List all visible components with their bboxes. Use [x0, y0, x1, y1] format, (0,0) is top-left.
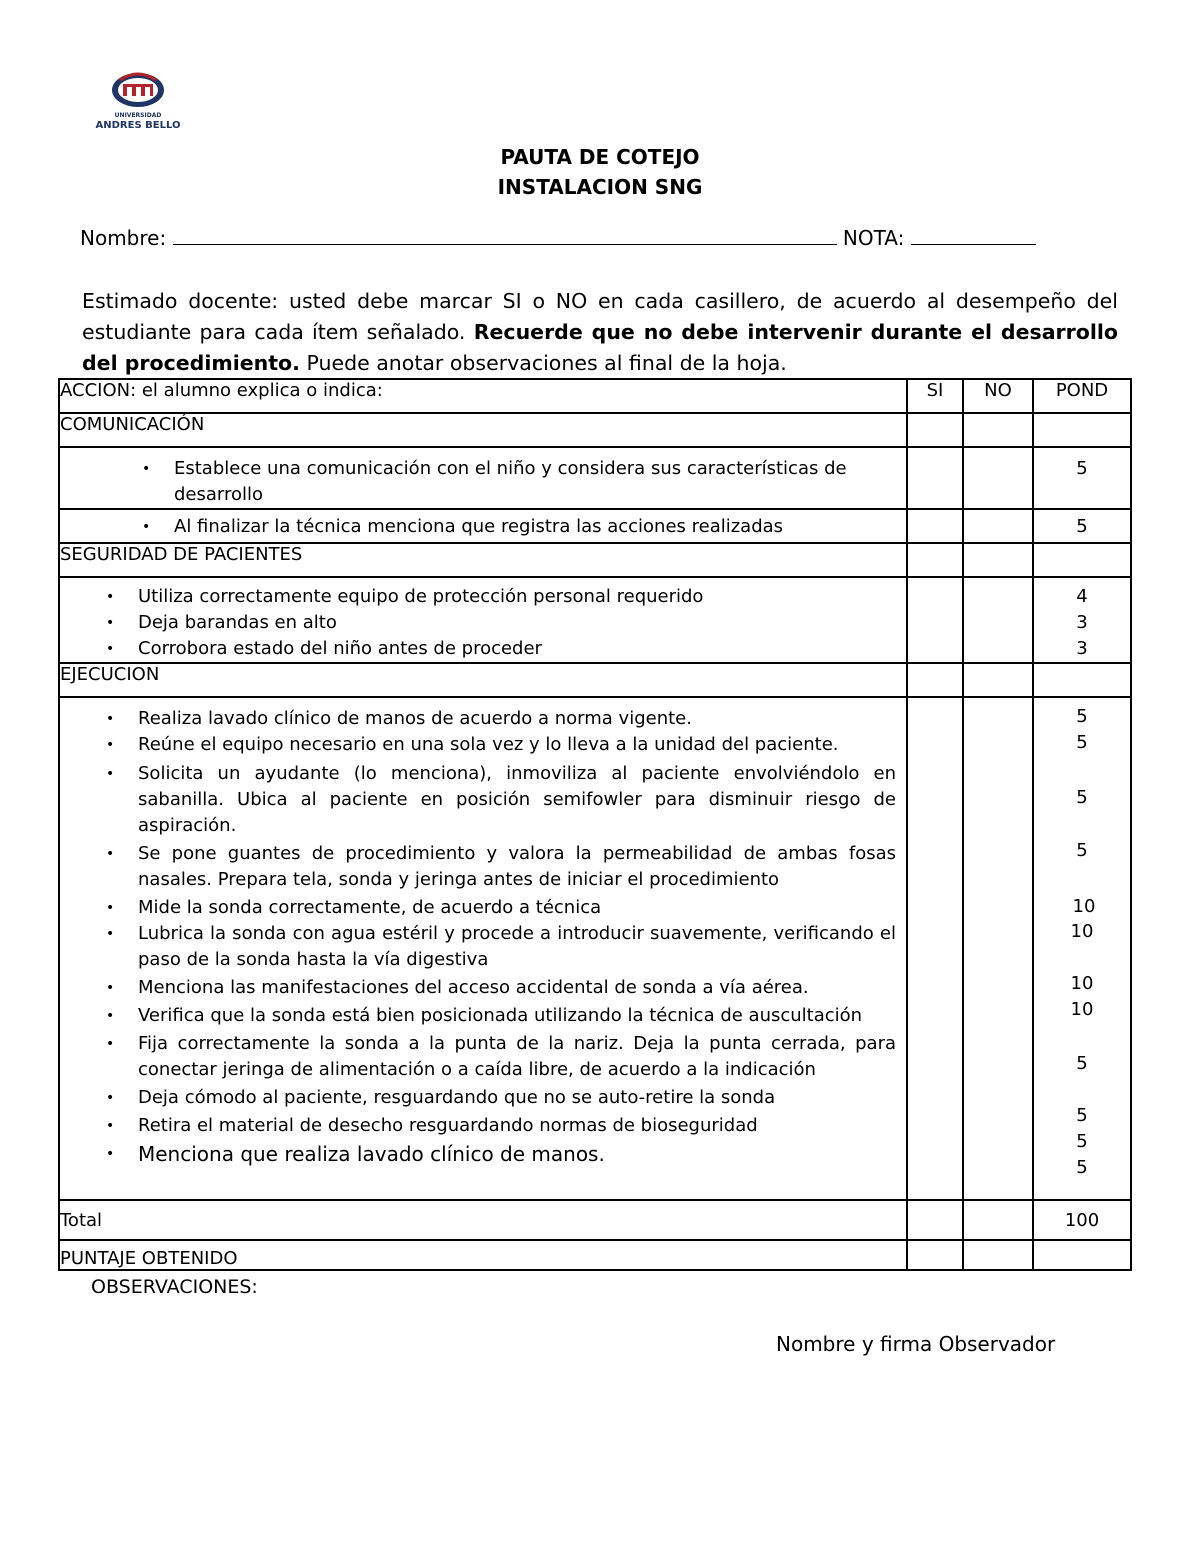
item-text: Deja cómodo al paciente, resguardando que no se auto-retire la sonda: [138, 1087, 776, 1108]
total-value: 100: [1033, 1200, 1131, 1240]
item-text: Solicita un ayudante (lo menciona), inmoviliza al paciente envolviéndolo en sabanilla. Ubica al paciente en posición semifowler para disminuir riesgo de aspiración.: [138, 763, 896, 836]
list-item: • Mide la sonda correctamente, de acuerdo a técnica: [106, 897, 602, 918]
name-label: Nombre:: [80, 226, 167, 250]
list-item: • Reúne el equipo necesario en una sola vez y lo lleva a la unidad del paciente.: [106, 734, 839, 755]
pond-value: 5: [1076, 1105, 1088, 1126]
pond-value: 10: [1070, 999, 1094, 1020]
item-cell: [59, 577, 907, 663]
table-row: [59, 577, 1131, 663]
si-cell[interactable]: [907, 577, 963, 663]
no-cell[interactable]: [963, 543, 1033, 577]
score-row: [59, 1240, 1131, 1270]
pond-value: 5: [1076, 1131, 1088, 1152]
list-item: • Corrobora estado del niño antes de proceder: [106, 638, 542, 659]
document-subtitle: INSTALACION SNG: [497, 175, 703, 199]
si-cell[interactable]: [907, 509, 963, 543]
item-text: Utiliza correctamente equipo de protección personal requerido: [138, 586, 704, 607]
instructions-bold: Recuerde que no debe intervenir durante el desarrollo del procedimiento.: [82, 320, 1118, 375]
si-cell[interactable]: [907, 447, 963, 509]
item-text: Menciona las manifestaciones del acceso accidental de sonda a vía aérea.: [138, 977, 809, 998]
logo-text-universidad: UNIVERSIDAD: [114, 112, 162, 119]
name-field[interactable]: [173, 226, 837, 245]
item-cell: [59, 447, 907, 509]
pond-cell: [1033, 663, 1131, 697]
university-logo: [80, 70, 196, 132]
si-cell[interactable]: [907, 543, 963, 577]
instructions-text-end: Puede anotar observaciones al final de la hoja.: [306, 351, 787, 375]
pond-value: 3: [1076, 638, 1088, 659]
pond-value: 5: [1076, 458, 1088, 479]
item-text: Fija correctamente la sonda a la punta de la nariz. Deja la punta cerrada, para conectar jeringa de alimentación o a caída libre, de acuerdo a la indicación: [138, 1033, 896, 1080]
pond-value: 5: [1076, 1157, 1088, 1178]
pond-value: 5: [1076, 516, 1088, 537]
item-text: Retira el material de desecho resguardando normas de bioseguridad: [138, 1115, 758, 1136]
list-item: • Menciona que realiza lavado clínico de manos.: [106, 1142, 605, 1166]
item-text: Menciona que realiza lavado clínico de manos.: [138, 1142, 605, 1166]
pond-cell: [1033, 697, 1131, 1200]
section-title: COMUNICACIÓN: [59, 413, 907, 447]
section-title: SEGURIDAD DE PACIENTES: [59, 543, 907, 577]
list-item: • Solicita un ayudante (lo menciona), inmoviliza al paciente envolviéndolo en sabanilla. Ubica al paciente en posición semifowler para disminuir riesgo de aspiración.: [106, 763, 896, 836]
list-item: • Utiliza correctamente equipo de protección personal requerido: [106, 586, 704, 607]
item-cell: [59, 509, 907, 543]
pond-value: 5: [1076, 732, 1088, 753]
header-accion: ACCION: el alumno explica o indica:: [59, 379, 907, 413]
pond-value: 10: [1070, 973, 1094, 994]
no-cell[interactable]: [963, 577, 1033, 663]
item-text: Lubrica la sonda con agua estéril y procede a introducir suavemente, verificando el paso de la sonda hasta la vía digestiva: [138, 923, 896, 970]
item-text: Corrobora estado del niño antes de proceder: [138, 638, 542, 659]
section-row: [59, 543, 1131, 577]
grade-label: NOTA:: [842, 226, 905, 250]
no-cell[interactable]: [963, 447, 1033, 509]
pond-cell: [1033, 509, 1131, 543]
list-item: • Fija correctamente la sonda a la punta de la nariz. Deja la punta cerrada, para conectar jeringa de alimentación o a caída libre, de acuerdo a la indicación: [106, 1033, 896, 1080]
header-si: SI: [907, 379, 963, 413]
pond-value: 5: [1076, 1053, 1088, 1074]
no-cell[interactable]: [963, 1200, 1033, 1240]
pond-value: 3: [1076, 612, 1088, 633]
table-row: [59, 697, 1131, 1200]
section-row: [59, 413, 1131, 447]
pond-cell: [1033, 543, 1131, 577]
list-item: • Lubrica la sonda con agua estéril y procede a introducir suavemente, verificando el paso de la sonda hasta la vía digestiva: [106, 923, 896, 970]
no-cell[interactable]: [963, 663, 1033, 697]
observer-signature-label: Nombre y firma Observador: [776, 1332, 1056, 1356]
logo-text-andres-bello: ANDRES BELLO: [95, 120, 181, 131]
item-text: Al finalizar la técnica menciona que registra las acciones realizadas: [174, 516, 784, 537]
pond-cell: [1033, 577, 1131, 663]
si-cell[interactable]: [907, 663, 963, 697]
table-row: [59, 509, 1131, 543]
list-item: • Menciona las manifestaciones del acceso accidental de sonda a vía aérea.: [106, 977, 809, 998]
header-pond: POND: [1033, 379, 1131, 413]
instructions-text: Estimado docente: usted debe marcar SI o NO en cada casillero, de acuerdo al desempeño del estudiante para cada ítem señalado.: [82, 289, 1118, 344]
item-text: Realiza lavado clínico de manos de acuerdo a norma vigente.: [138, 708, 692, 729]
list-item: • Deja barandas en alto: [106, 612, 337, 633]
section-title: EJECUCION: [59, 663, 907, 697]
pond-value: 10: [1072, 896, 1096, 917]
item-text: Deja barandas en alto: [138, 612, 337, 633]
table-header-row: [59, 379, 1131, 413]
list-item: • Realiza lavado clínico de manos de acuerdo a norma vigente.: [106, 708, 692, 729]
si-cell[interactable]: [907, 697, 963, 1200]
pond-value: 5: [1076, 706, 1088, 727]
list-item: • Establece una comunicación con el niño y considera sus características de desarrollo: [142, 458, 847, 505]
list-item: • Deja cómodo al paciente, resguardando que no se auto-retire la sonda: [106, 1087, 776, 1108]
si-cell[interactable]: [907, 1200, 963, 1240]
item-cell: [59, 697, 907, 1200]
header-no: NO: [963, 379, 1033, 413]
section-row: [59, 663, 1131, 697]
no-cell[interactable]: [963, 697, 1033, 1200]
list-item: • Se pone guantes de procedimiento y valora la permeabilidad de ambas fosas nasales. Prepara tela, sonda y jeringa antes de iniciar el procedimiento: [106, 843, 896, 890]
pond-cell: [1033, 447, 1131, 509]
score-cell[interactable]: [1033, 1240, 1131, 1270]
list-item: • Verifica que la sonda está bien posicionada utilizando la técnica de auscultación: [106, 1005, 863, 1026]
total-label: Total: [59, 1200, 907, 1240]
list-item: • Retira el material de desecho resguardando normas de bioseguridad: [106, 1115, 758, 1136]
grade-field[interactable]: [911, 226, 1036, 245]
table-row: [59, 447, 1131, 509]
observations-label: OBSERVACIONES:: [91, 1276, 258, 1298]
pond-cell: [1033, 413, 1131, 447]
pond-value: 4: [1076, 586, 1088, 607]
no-cell[interactable]: [963, 1240, 1033, 1270]
name-grade-line: [80, 226, 1036, 250]
total-row: [59, 1200, 1131, 1240]
list-item: • Al finalizar la técnica menciona que registra las acciones realizadas: [142, 516, 784, 537]
checklist-table: [58, 378, 1132, 1271]
item-text: Verifica que la sonda está bien posicionada utilizando la técnica de auscultación: [138, 1005, 863, 1026]
pond-value: 5: [1076, 787, 1088, 808]
item-text: Se pone guantes de procedimiento y valora la permeabilidad de ambas fosas nasales. Prepara tela, sonda y jeringa antes de iniciar el procedimiento: [138, 843, 896, 890]
no-cell[interactable]: [963, 509, 1033, 543]
item-text: Reúne el equipo necesario en una sola vez y lo lleva a la unidad del paciente.: [138, 734, 839, 755]
item-text: Establece una comunicación con el niño y considera sus características de desarrollo: [174, 458, 847, 505]
si-cell[interactable]: [907, 1240, 963, 1270]
pond-value: 5: [1076, 840, 1088, 861]
puntaje-label: PUNTAJE OBTENIDO: [59, 1240, 907, 1270]
instructions: [82, 286, 1118, 379]
item-text: Mide la sonda correctamente, de acuerdo a técnica: [138, 897, 602, 918]
si-cell[interactable]: [907, 413, 963, 447]
document-title: PAUTA DE COTEJO: [500, 145, 700, 169]
pond-value: 10: [1070, 921, 1094, 942]
no-cell[interactable]: [963, 413, 1033, 447]
